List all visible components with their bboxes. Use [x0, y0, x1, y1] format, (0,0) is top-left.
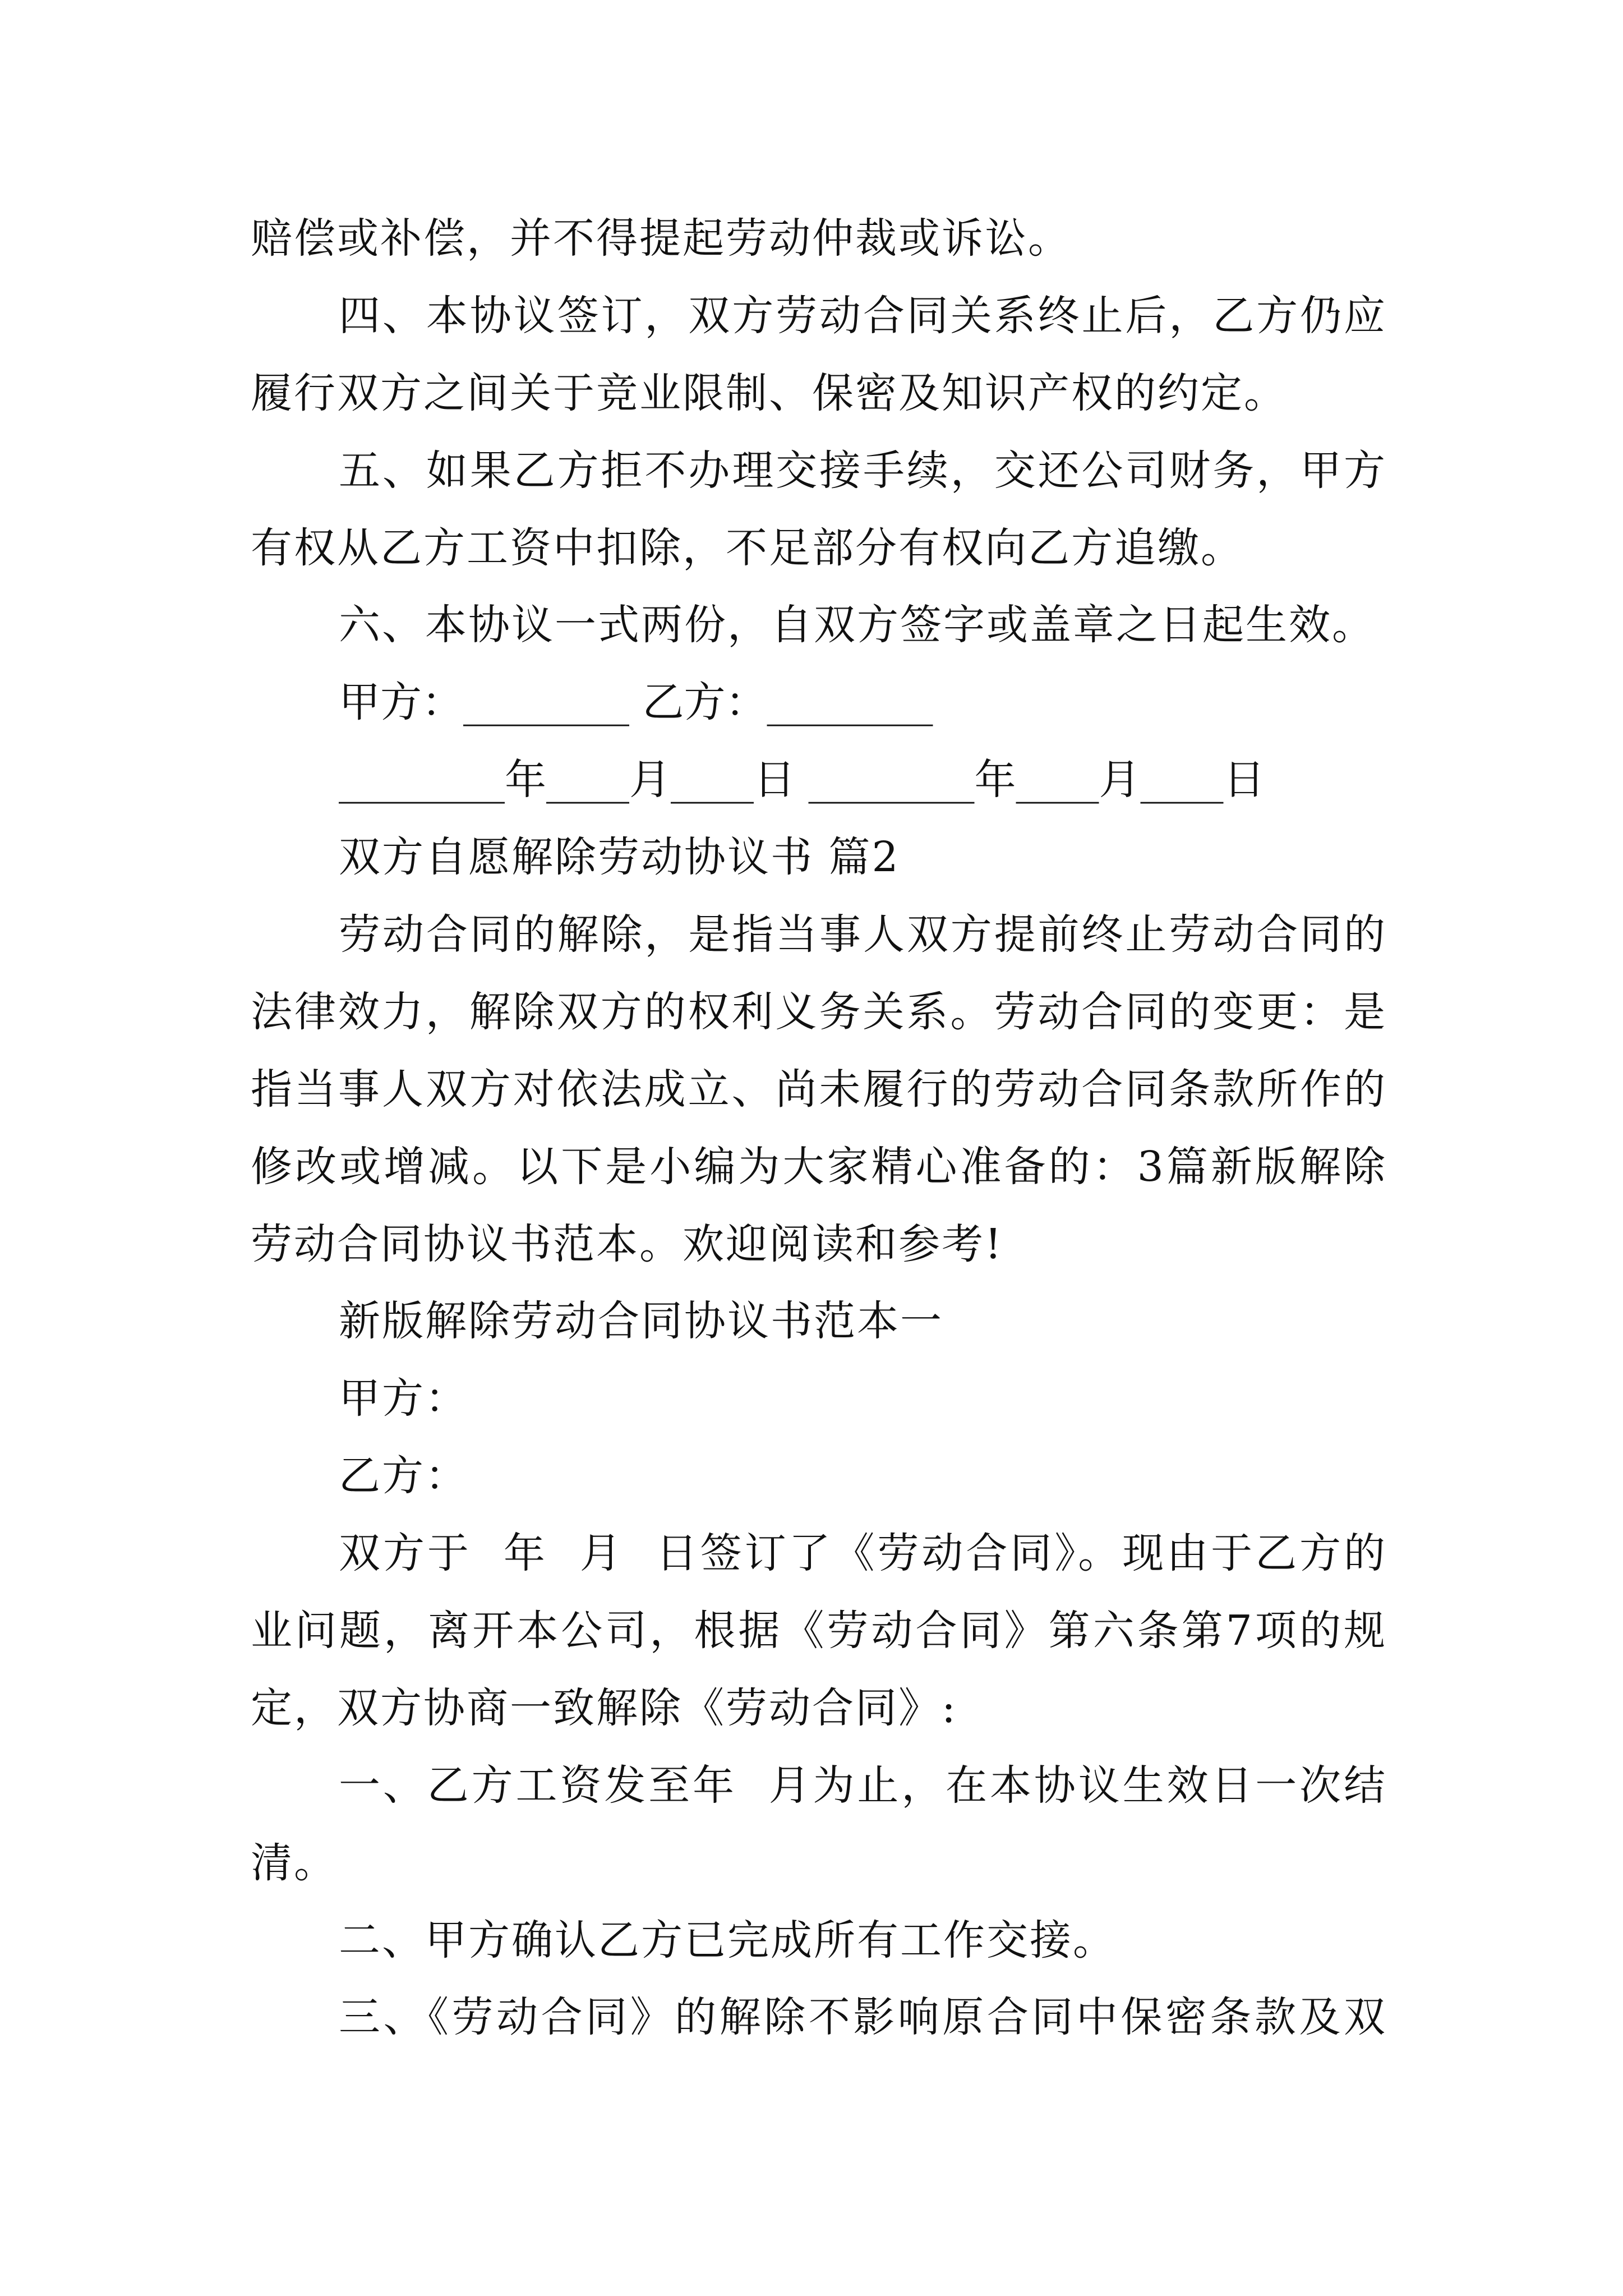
clause-1-line: 一、乙方工资发至年 月为止，在本协议生效日一次结 [339, 1761, 1387, 1810]
text-line: 有权从乙方工资中扣除，不足部分有权向乙方追缴。 [251, 523, 1244, 572]
intro-paragraph-line: 劳动合同的解除，是指当事人双方提前终止劳动合同的 [339, 910, 1387, 959]
section-heading-part-2: 双方自愿解除劳动协议书 篇2 [339, 833, 900, 882]
party-b-label: 乙方： [339, 1452, 468, 1501]
agreement-paragraph-line: 定，双方协商一致解除《劳动合同》: [251, 1683, 957, 1732]
text-line: 履行双方之间关于竞业限制、保密及知识产权的约定。 [251, 369, 1287, 417]
sample-heading: 新版解除劳动合同协议书范本一 [339, 1297, 943, 1346]
text-line: 赔偿或补偿，并不得提起劳动仲裁或诉讼。 [251, 214, 1071, 263]
agreement-paragraph-line: 业问题，离开本公司，根据《劳动合同》第六条第7项的规 [251, 1607, 1387, 1655]
intro-paragraph-line: 法律效力，解除双方的权利义务关系。劳动合同的变更：是 [251, 987, 1387, 1036]
intro-paragraph-line: 劳动合同协议书范本。欢迎阅读和参考! [251, 1220, 1003, 1268]
clause-5-line: 五、如果乙方拒不办理交接手续，交还公司财务，甲方 [339, 446, 1387, 495]
document-body [251, 200, 1387, 2056]
clause-4-line: 四、本协议签订，双方劳动合同关系终止后，乙方仍应 [339, 291, 1387, 340]
party-a-label: 甲方： [339, 1374, 468, 1423]
clause-1-line: 清。 [251, 1838, 337, 1887]
clause-2-line: 二、甲方确认乙方已完成所有工作交接。 [339, 1916, 1116, 1964]
clause-3-line: 三、《劳动合同》的解除不影响原合同中保密条款及双 [339, 1993, 1387, 2042]
agreement-paragraph-line: 双方于 年 月 日签订了《劳动合同》。现由于乙方的 [339, 1529, 1387, 1578]
clause-6-line: 六、本协议一式两份，自双方签字或盖章之日起生效。 [339, 601, 1375, 650]
intro-paragraph-line: 修改或增减。以下是小编为大家精心准备的：3篇新版解除 [251, 1142, 1387, 1191]
intro-paragraph-line: 指当事人双方对依法成立、尚未履行的劳动合同条款所作的 [251, 1065, 1387, 1114]
signature-line: 甲方：________ 乙方：________ [339, 678, 933, 727]
date-line: ________年____月____日 ________年____月____日 [339, 756, 1265, 804]
